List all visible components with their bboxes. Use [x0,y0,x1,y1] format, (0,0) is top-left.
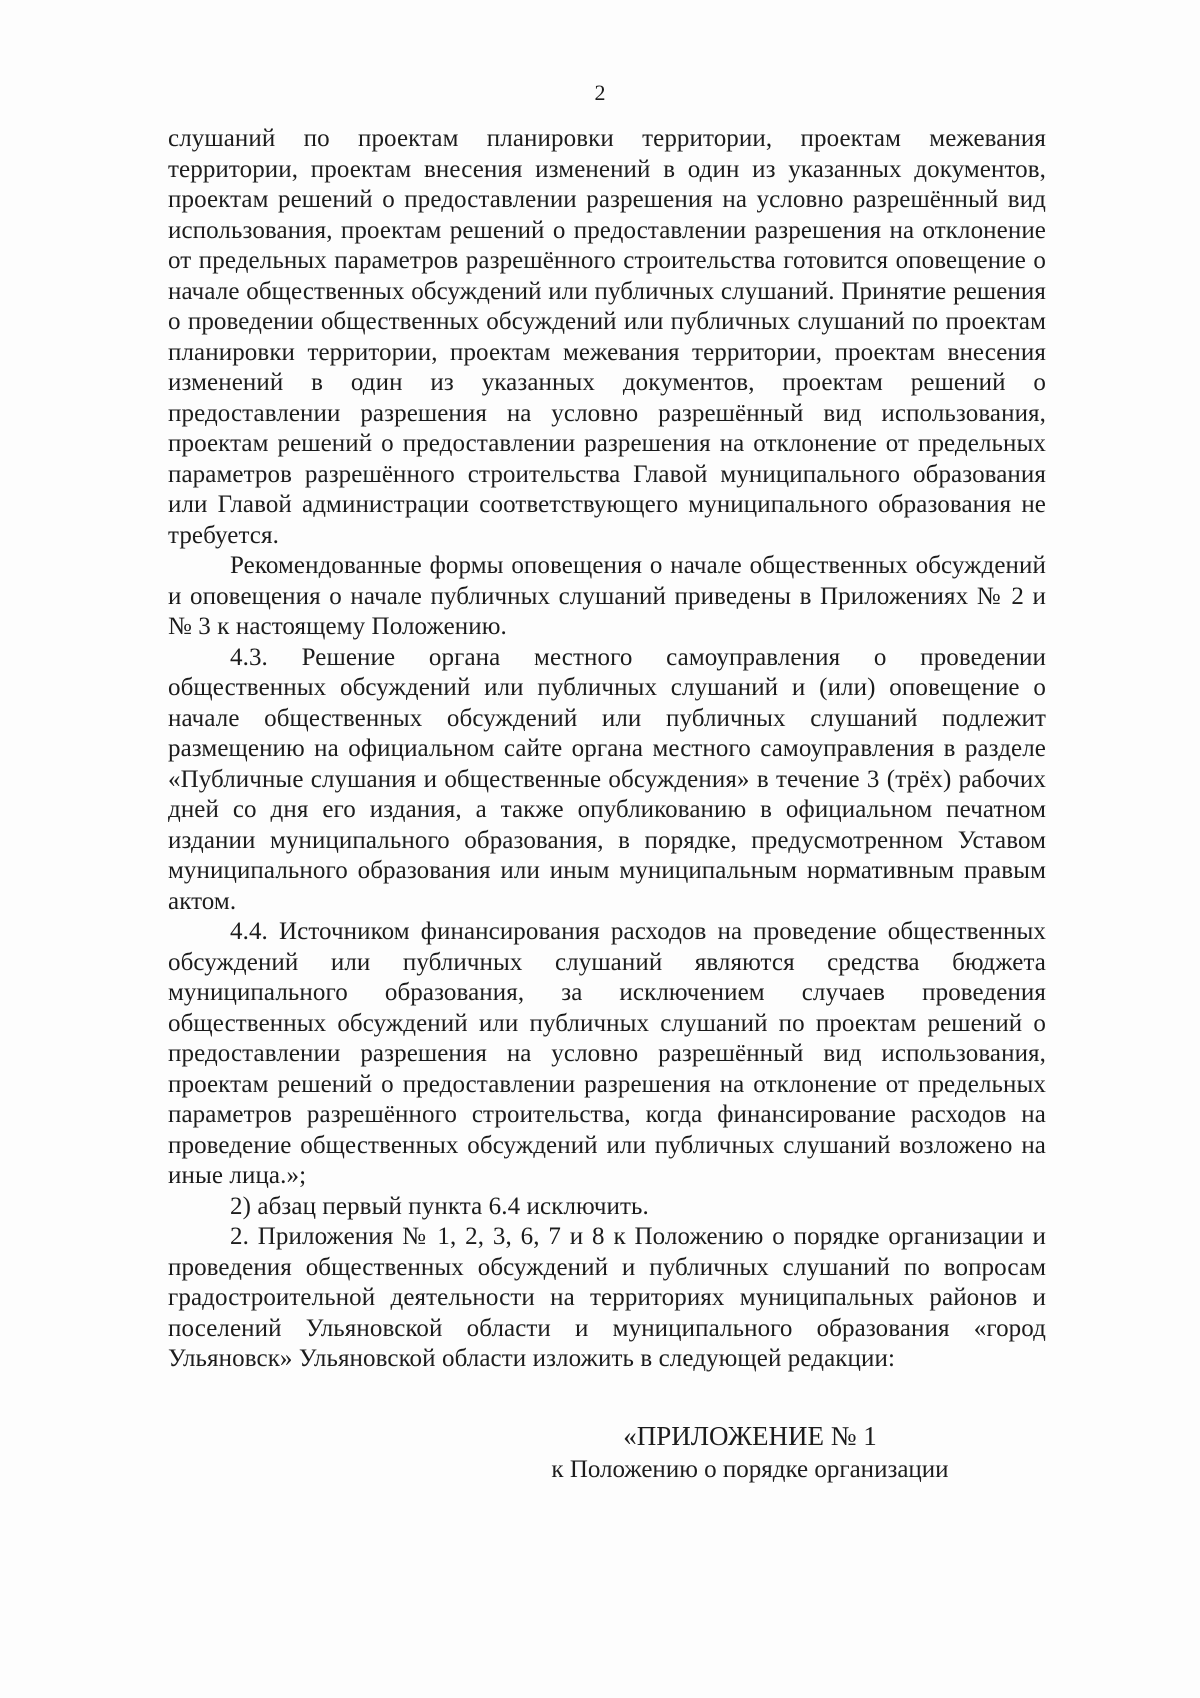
appendix-subtitle: к Положению о порядке организации [551,1456,949,1483]
paragraph-notification-forms: Рекомендованные формы оповещения о начале общественных обсуждений и оповещения о начале публичных слушаний приведены в Приложениях № 2 и № 3 к настоящему Положению. [168,552,1046,640]
page-number: 2 [594,80,606,105]
document-body [168,124,1046,1375]
paragraph-continuation: слушаний по проектам планировки территории, проектам межевания территории, проектам внесения изменений в один из указанных документов, проектам решений о предоставлении разрешения на условно разрешённый вид использования, проектам решений о предоставлении разрешения на отклонение от предельных параметров разрешённого строительства готовится оповещение о начале общественных обсуждений или публичных слушаний. Принятие решения о проведении общественных обсуждений или публичных слушаний по проектам планировки территории, проектам межевания территории, проектам внесения изменений в один из указанных документов, проектам решений о предоставлении разрешения на условно разрешённый вид использования, проектам решений о предоставлении разрешения на отклонение от предельных параметров разрешённого строительства Главой муниципального образования или Главой администрации соответствующего муниципального образования не требуется. [168,125,1046,549]
appendix-header [500,1420,1000,1486]
paragraph-4-3: 4.3. Решение органа местного самоуправления о проведении общественных обсуждений или публичных слушаний и (или) оповещение о начале общественных обсуждений или публичных слушаний подлежит размещению на официальном сайте органа местного самоуправления в разделе «Публичные слушания и общественные обсуждения» в течение 3 (трёх) рабочих дней со дня его издания, а также опубликованию в официальном печатном издании муниципального образования, в порядке, предусмотренном Уставом муниципального образования или иным муниципальным нормативным правым актом. [168,643,1046,915]
paragraph-section-2: 2. Приложения № 1, 2, 3, 6, 7 и 8 к Положению о порядке организации и проведения общественных обсуждений и публичных слушаний по вопросам градостроительной деятельности на территориях муниципальных районов и поселений Ульяновской области и муниципального образования «город Ульяновск» Ульяновской области изложить в следующей редакции: [168,1223,1046,1372]
appendix-title: «ПРИЛОЖЕНИЕ № 1 [623,1421,877,1451]
paragraph-4-4: 4.4. Источником финансирования расходов на проведение общественных обсуждений или публичных слушаний являются средства бюджета муниципального образования, за исключением случаев проведения общественных обсуждений или публичных слушаний по проектам решений о предоставлении разрешения на условно разрешённый вид использования, проектам решений о предоставлении разрешения на отклонение от предельных параметров разрешённого строительства, когда финансирование расходов на проведение общественных обсуждений или публичных слушаний возложено на иные лица.»; [168,918,1046,1189]
paragraph-item-2: 2) абзац первый пункта 6.4 исключить. [230,1192,649,1220]
